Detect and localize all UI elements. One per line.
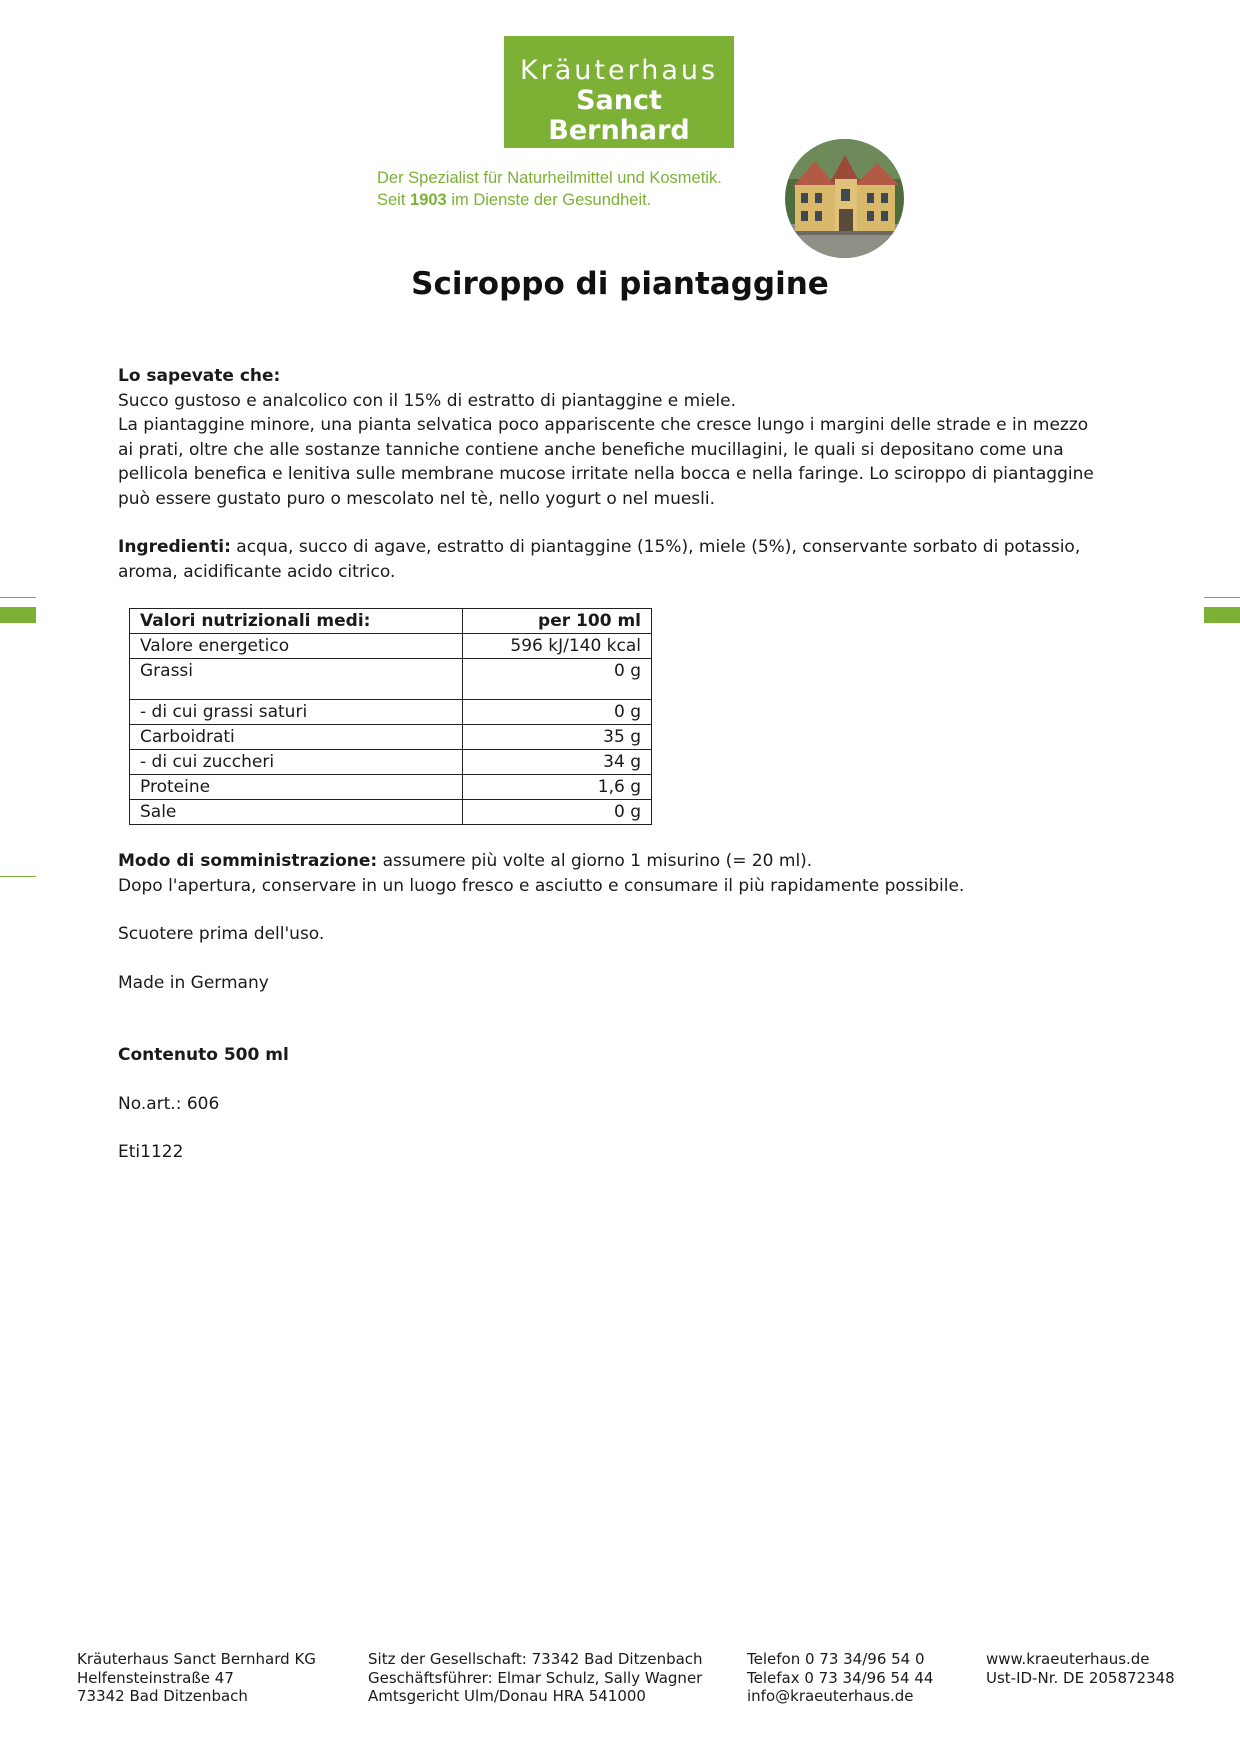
usage	[118, 849, 1108, 874]
tagline-pre: Seit	[377, 191, 406, 209]
logo-line2: Sanct Bernhard	[548, 85, 690, 146]
table-row	[130, 659, 652, 700]
footer-website[interactable]: www.kraeuterhaus.de	[986, 1650, 1150, 1668]
fold-mark-line	[0, 597, 36, 598]
footer-line: Geschäftsführer: Elmar Schulz, Sally Wagner	[368, 1668, 703, 1687]
made-in: Made in Germany	[118, 972, 269, 993]
ingredients-label: Ingredienti:	[118, 537, 231, 557]
tagline-line1: Der Spezialist für Naturheilmittel und Kosmetik.	[377, 169, 722, 187]
table-row	[130, 775, 652, 800]
usage-text: assumere più volte al giorno 1 misurino (= 20 ml).	[377, 851, 813, 871]
footer-line: Telefon 0 73 34/96 54 0	[747, 1650, 925, 1668]
content-amount: Contenuto 500 ml	[118, 1045, 289, 1065]
nutrition-label: - di cui grassi saturi	[130, 700, 463, 725]
footer-email[interactable]: info@kraeuterhaus.de	[747, 1687, 914, 1705]
nutrition-label: Proteine	[130, 775, 463, 800]
footer-web	[986, 1650, 1175, 1687]
footer-line: Sitz der Gesellschaft: 73342 Bad Ditzenbach	[368, 1650, 703, 1668]
footer-line: Ust-ID-Nr. DE 205872348	[986, 1668, 1175, 1687]
tagline-line2	[377, 189, 777, 211]
table-row	[130, 800, 652, 825]
footer-company	[77, 1650, 316, 1706]
nutrition-value: 0 g	[463, 659, 652, 700]
footer-line: Telefax 0 73 34/96 54 44	[747, 1668, 934, 1687]
nutrition-value: 1,6 g	[463, 775, 652, 800]
table-row	[130, 725, 652, 750]
footer-line: Amtsgericht Ulm/Donau HRA 541000	[368, 1687, 646, 1705]
building-photo	[785, 139, 904, 258]
tagline-post: im Dienste der Gesundheit.	[451, 191, 652, 209]
nutrition-value: 34 g	[463, 750, 652, 775]
fold-mark-left	[0, 607, 36, 623]
shake-note: Scuotere prima dell'uso.	[118, 924, 325, 944]
nutrition-value: 0 g	[463, 700, 652, 725]
nutrition-table	[129, 608, 652, 825]
eti-code: Eti1122	[118, 1142, 184, 1162]
punch-mark-line	[0, 876, 36, 877]
footer-contact	[747, 1650, 933, 1706]
brand-logo	[504, 36, 734, 148]
nutrition-label: Grassi	[130, 659, 463, 700]
footer-line: 73342 Bad Ditzenbach	[77, 1687, 248, 1705]
tagline	[377, 167, 777, 211]
nutrition-label: Carboidrati	[130, 725, 463, 750]
usage-label: Modo di somministrazione:	[118, 851, 378, 871]
table-row	[130, 750, 652, 775]
intro-description: La piantaggine minore, una pianta selvatica poco appariscente che cresce lungo i margini delle strade e in mezzo ai prati, oltre che alle sostanze tanniche contiene anche benefiche mucillagini, le quali si depositano come una pellicola benefica e lenitiva sulle membrane mucose irritate nella bocca e nella faringe. Lo sciroppo di piantaggine può essere gustato puro o mescolato nel tè, nello yogurt o nel muesli.	[118, 415, 1094, 509]
ingredients-text: acqua, succo di agave, estratto di piantaggine (15%), miele (5%), conservante sorbato di potassio, aroma, acidificante acido citrico.	[118, 537, 1081, 582]
tagline-year: 1903	[410, 191, 447, 209]
product-content	[118, 364, 1108, 1165]
nutrition-header-row	[130, 609, 652, 634]
nutrition-label: Sale	[130, 800, 463, 825]
nutrition-header-label: Valori nutrizionali medi:	[130, 609, 463, 634]
nutrition-label: Valore energetico	[130, 634, 463, 659]
nutrition-value: 0 g	[463, 800, 652, 825]
footer-line: Kräuterhaus Sanct Bernhard KG	[77, 1650, 316, 1668]
nutrition-value: 596 kJ/140 kcal	[463, 634, 652, 659]
building-illustration	[785, 139, 904, 258]
logo-line1: Kräuterhaus	[519, 55, 719, 86]
table-row	[130, 634, 652, 659]
ingredients	[118, 535, 1108, 584]
storage-note: Dopo l'apertura, conservare in un luogo fresco e asciutto e consumare il più rapidamente possibile.	[118, 875, 965, 896]
intro-heading: Lo sapevate che:	[118, 366, 281, 386]
fold-mark-line	[1204, 597, 1240, 598]
footer-line: Helfensteinstraße 47	[77, 1668, 234, 1687]
footer-legal	[368, 1650, 703, 1706]
fold-mark-right	[1204, 607, 1240, 623]
article-number: No.art.: 606	[118, 1093, 220, 1114]
nutrition-value: 35 g	[463, 725, 652, 750]
page-title: Sciroppo di piantaggine	[411, 266, 829, 302]
nutrition-label: - di cui zuccheri	[130, 750, 463, 775]
intro-line1: Succo gustoso e analcolico con il 15% di estratto di piantaggine e miele.	[118, 390, 737, 411]
nutrition-header-value: per 100 ml	[463, 609, 652, 634]
table-row	[130, 700, 652, 725]
